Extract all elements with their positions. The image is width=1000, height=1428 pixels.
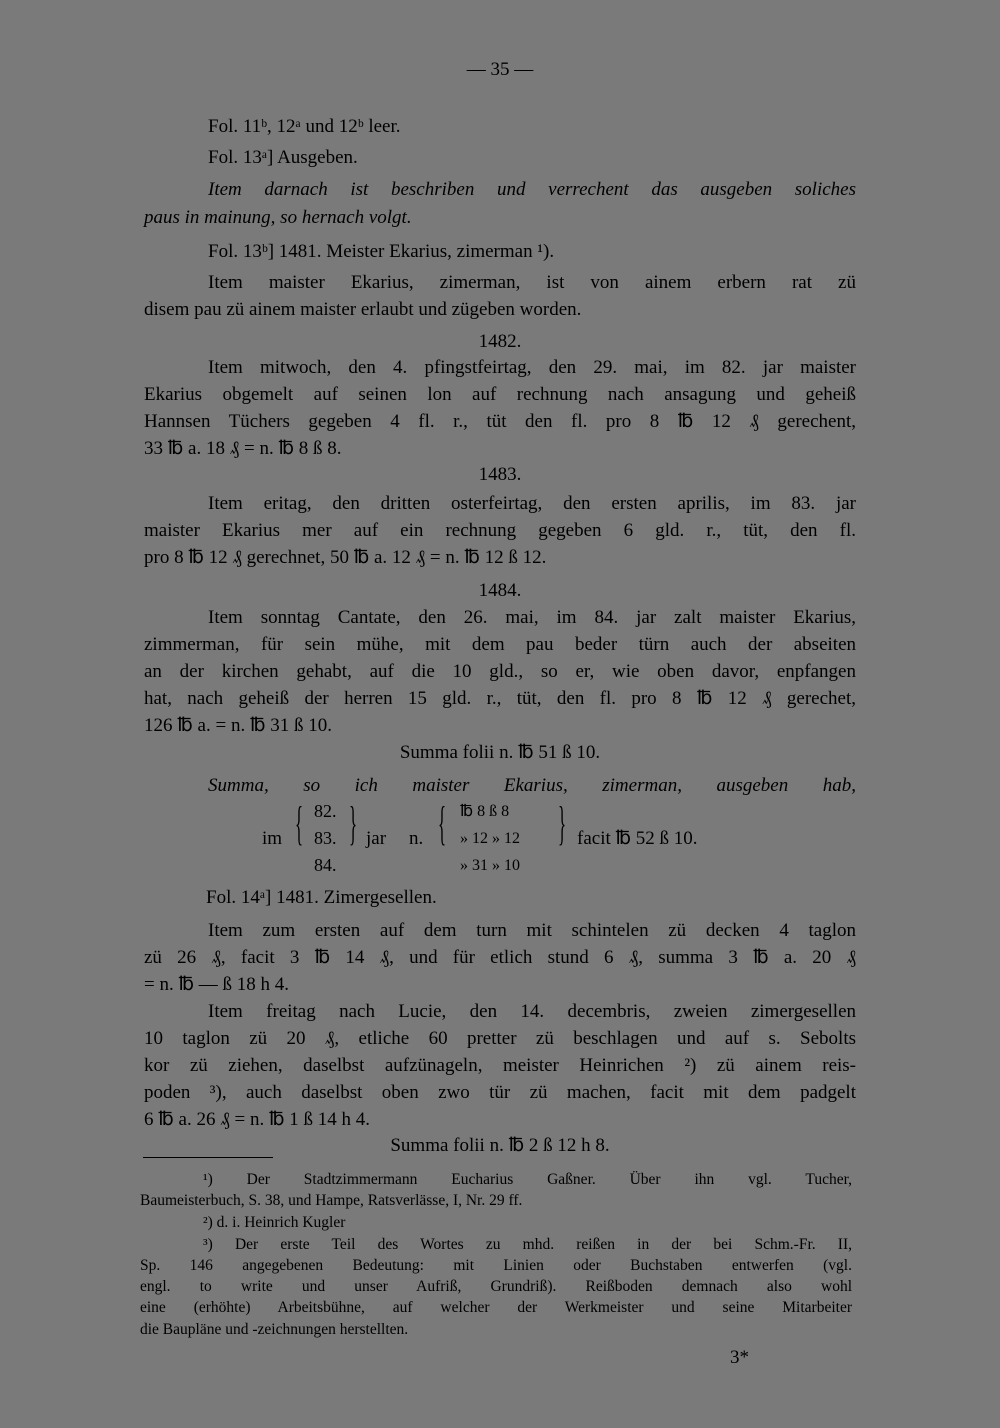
footnote-line: engl. to write und unser Aufriß, Grundriß). Reißboden demnach also wohl bbox=[140, 1278, 852, 1295]
table-year: 83. bbox=[314, 828, 337, 848]
text-line: Item eritag, den dritten osterfeirtag, den ersten aprilis, im 83. jar bbox=[208, 493, 856, 514]
text-line: 6 ℔ a. 26 ₰ = n. ℔ 1 ß 14 h 4. bbox=[144, 1109, 370, 1130]
table-jar: jar bbox=[366, 828, 387, 849]
text-line: Item maister Ekarius, zimerman, ist von ainem erbern rat zü bbox=[208, 272, 856, 293]
text-line: Item zum ersten auf dem turn mit schintelen zü decken 4 taglon bbox=[208, 920, 856, 941]
text-line: kor zü ziehen, daselbst aufzünageln, meister Heinrichen ²) zü ainem reis- bbox=[144, 1055, 856, 1076]
intro-line-1: Item darnach ist beschriben und verrechent das ausgeben soliches bbox=[208, 179, 856, 200]
table-year: 84. bbox=[314, 855, 337, 875]
signature-mark: 3* bbox=[730, 1347, 749, 1368]
year-heading: 1484. bbox=[478, 580, 522, 601]
text-line: zü 26 ₰, facit 3 ℔ 14 ₰, und für etlich stund 6 ₰, summa 3 ℔ a. 20 ₰ bbox=[144, 947, 856, 968]
text-line: hat, nach geheiß der herren 15 gld. r., tüt, den fl. pro 8 ℔ 12 ₰ gerechet, bbox=[144, 688, 856, 709]
folio-line: Fol. 11ᵇ, 12ᵃ und 12ᵇ leer. bbox=[208, 116, 401, 137]
footnote-rule bbox=[143, 1157, 273, 1158]
footnote-line: eine (erhöhte) Arbeitsbühne, auf welcher der Werkmeister und seine Mitarbeiter bbox=[140, 1299, 852, 1316]
table-amount: ℔ 8 ß 8 bbox=[460, 803, 510, 820]
footnote-line: Baumeisterbuch, S. 38, und Hampe, Ratsverlässe, I, Nr. 29 ff. bbox=[140, 1192, 523, 1209]
footnote-line: die Baupläne und -zeichnungen herstellten. bbox=[140, 1321, 409, 1338]
table-amount: » 31 » 10 bbox=[460, 857, 520, 874]
text-line: zimmerman, für sein mühe, mit dem pau beder türn auch der abseiten bbox=[144, 634, 856, 655]
footnote-line: ³) Der erste Teil des Wortes zu mhd. reißen in der bei Schm.-Fr. II, bbox=[203, 1236, 852, 1253]
summa-line: Summa folii n. ℔ 2 ß 12 h 8. bbox=[390, 1135, 610, 1156]
table-n: n. bbox=[409, 828, 424, 849]
text-line: Hannsen Tüchers gegeben 4 fl. r., tüt den fl. pro 8 ℔ 12 ₰ gerechent, bbox=[144, 411, 856, 432]
text-line: = n. ℔ — ß 18 h 4. bbox=[144, 974, 290, 995]
right-brace: } bbox=[349, 797, 358, 850]
page-number: — 35 — bbox=[466, 59, 534, 80]
folio-heading: Fol. 13ᵇ] 1481. Meister Ekarius, zimerman ¹). bbox=[208, 241, 555, 262]
table-facit: facit ℔ 52 ß 10. bbox=[577, 828, 698, 849]
left-brace: { bbox=[438, 797, 447, 850]
text-line: maister Ekarius mer auf ein rechnung gegeben 6 gld. r., tüt, den fl. bbox=[144, 520, 856, 541]
text-line: Item freitag nach Lucie, den 14. decembris, zweien zimergesellen bbox=[208, 1001, 856, 1022]
table-im: im bbox=[262, 828, 283, 849]
folio-heading: Fol. 14ᵃ] 1481. Zimergesellen. bbox=[206, 887, 437, 908]
table-year: 82. bbox=[314, 801, 337, 821]
text-line: Item mitwoch, den 4. pfingstfeirtag, den 29. mai, im 82. jar maister bbox=[208, 357, 856, 378]
year-stack bbox=[314, 798, 337, 879]
text-line: Item sonntag Cantate, den 26. mai, im 84. jar zalt maister Ekarius, bbox=[208, 607, 856, 628]
text-line: 33 ℔ a. 18 ₰ = n. ℔ 8 ß 8. bbox=[144, 438, 342, 459]
text-line: 10 taglon zü 20 ₰, etliche 60 pretter zü beschlagen und auf s. Sebolts bbox=[144, 1028, 856, 1049]
footnote-line: ¹) Der Stadtzimmermann Eucharius Gaßner. Über ihn vgl. Tucher, bbox=[203, 1171, 852, 1188]
intro-line-2: paus in mainung, so hernach volgt. bbox=[144, 207, 412, 228]
summa-line: Summa folii n. ℔ 51 ß 10. bbox=[399, 742, 601, 763]
text-line: disem pau zü ainem maister erlaubt und zügeben worden. bbox=[144, 299, 582, 320]
text-line: pro 8 ℔ 12 ₰ gerechnet, 50 ℔ a. 12 ₰ = n. ℔ 12 ß 12. bbox=[144, 547, 547, 568]
text-line: 126 ℔ a. = n. ℔ 31 ß 10. bbox=[144, 715, 332, 736]
text-line: an der kirchen gehabt, auf die 10 gld., so er, wie oben davor, enpfangen bbox=[144, 661, 856, 682]
footnote-line: ²) d. i. Heinrich Kugler bbox=[203, 1214, 346, 1231]
left-brace: { bbox=[295, 797, 304, 850]
table-amount: » 12 » 12 bbox=[460, 830, 520, 847]
year-heading: 1483. bbox=[478, 464, 522, 485]
year-heading: 1482. bbox=[478, 331, 522, 352]
right-brace: } bbox=[558, 797, 567, 850]
footnote-line: Sp. 146 angegebenen Bedeutung: mit Linien oder Buchstaben entwerfen (vgl. bbox=[140, 1257, 852, 1274]
text-line: poden ³), auch daselbst oben zwo tür zü machen, facit mit dem padgelt bbox=[144, 1082, 856, 1103]
folio-heading: Fol. 13ᵃ] Ausgeben. bbox=[208, 147, 358, 168]
text-line: Ekarius obgemelt auf seinen lon auf rechnung nach ansagung und geheiß bbox=[144, 384, 856, 405]
summa-heading: Summa, so ich maister Ekarius, zimerman, ausgeben hab, bbox=[208, 775, 856, 796]
amount-stack bbox=[460, 798, 520, 879]
